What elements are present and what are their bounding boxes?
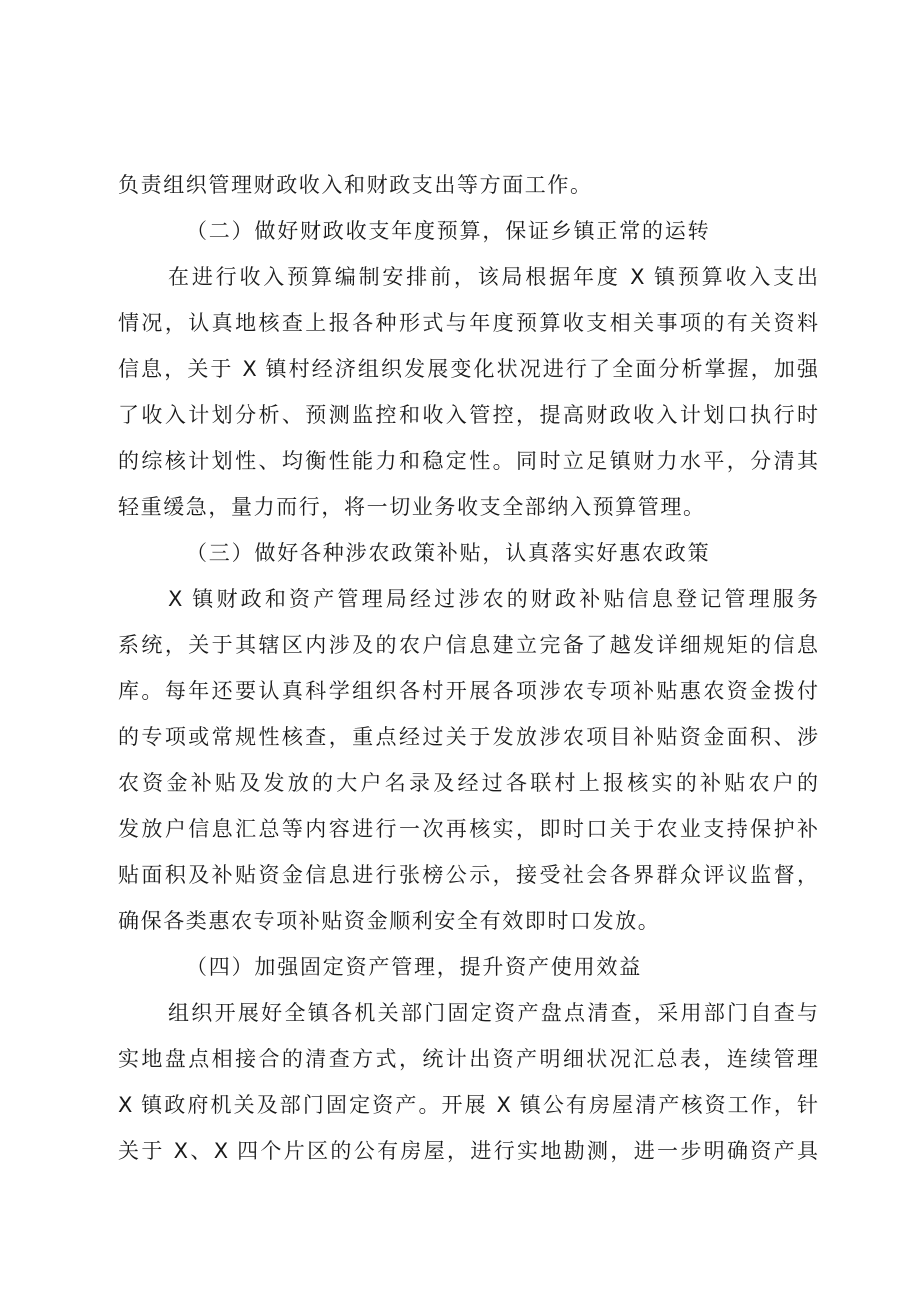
body-line: 系统，关于其辖区内涉及的农户信息建立完备了越发详细规矩的信息 <box>118 633 818 657</box>
body-line: 信息，关于 X 镇村经济组织发展变化状况进行了全面分析掌握，加强 <box>118 357 818 381</box>
body-line: 实地盘点相接合的清查方式，统计出资产明细状况汇总表，连续管理 <box>118 1047 818 1071</box>
body-line: 在进行收入预算编制安排前，该局根据年度 X 镇预算收入支出 <box>168 265 818 289</box>
section-heading: （四）加强固定资产管理，提升资产使用效益 <box>186 955 642 979</box>
body-line: 的专项或常规性核查，重点经过关于发放涉农项目补贴资金面积、涉 <box>118 725 818 749</box>
body-line: 轻重缓急，量力而行，将一切业务收支全部纳入预算管理。 <box>118 495 706 519</box>
body-line: 的综核计划性、均衡性能力和稳定性。同时立足镇财力水平，分清其 <box>118 449 818 473</box>
body-line: 情况，认真地核查上报各种形式与年度预算收支相关事项的有关资料 <box>118 311 818 335</box>
body-line: X 镇财政和资产管理局经过涉农的财政补贴信息登记管理服务 <box>168 587 818 611</box>
section-heading: （三）做好各种涉农政策补贴，认真落实好惠农政策 <box>186 541 711 565</box>
body-line: 贴面积及补贴资金信息进行张榜公示，接受社会各界群众评议监督， <box>118 863 818 887</box>
body-line: X 镇政府机关及部门固定资产。开展 X 镇公有房屋清产核资工作，针 <box>118 1093 818 1117</box>
body-line: 了收入计划分析、预测监控和收入管控，提高财政收入计划口执行时 <box>118 403 818 427</box>
body-line: 发放户信息汇总等内容进行一次再核实，即时口关于农业支持保护补 <box>118 817 818 841</box>
section-heading: （二）做好财政收支年度预算，保证乡镇正常的运转 <box>186 219 711 243</box>
body-line: 组织开展好全镇各机关部门固定资产盘点清查，采用部门自查与 <box>168 1001 818 1025</box>
body-line: 库。每年还要认真科学组织各村开展各项涉农专项补贴惠农资金拨付 <box>118 679 818 703</box>
body-line: 农资金补贴及发放的大户名录及经过各联村上报核实的补贴农户的 <box>118 771 818 795</box>
body-line: 关于 X、X 四个片区的公有房屋，进行实地勘测，进一步明确资产具 <box>118 1139 818 1163</box>
body-line: 负责组织管理财政收入和财政支出等方面工作。 <box>118 173 593 197</box>
body-line: 确保各类惠农专项补贴资金顺利安全有效即时口发放。 <box>118 909 661 933</box>
